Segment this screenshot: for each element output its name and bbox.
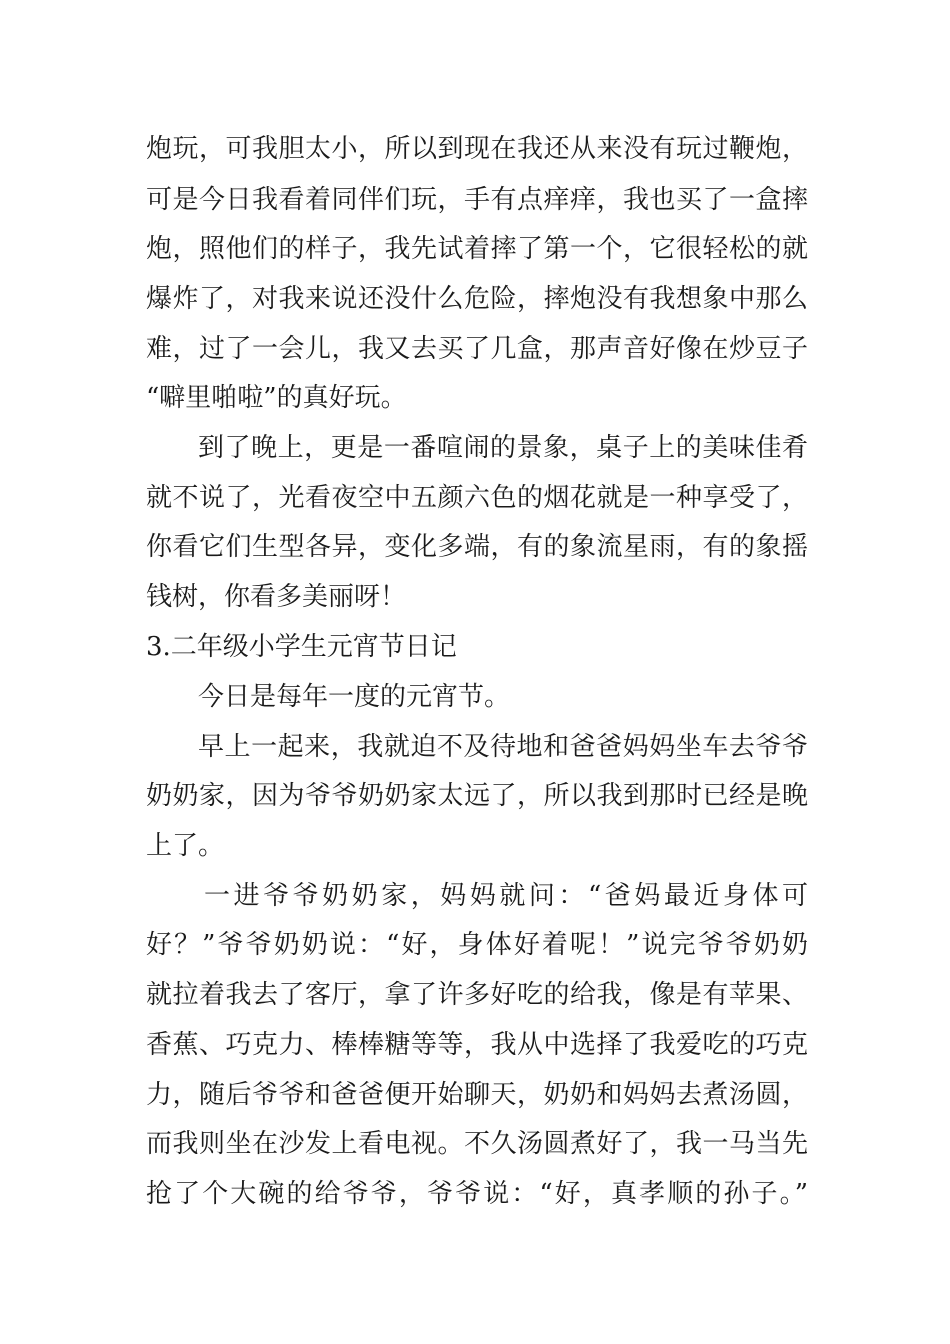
paragraph-line: 奶奶家，因为爷爷奶奶家太远了，所以我到那时已经是晚 <box>146 781 808 811</box>
paragraph-line: 好？”爷爷奶奶说：“好，身体好着呢！”说完爷爷奶奶 <box>146 930 808 960</box>
paragraph-line: 炮玩，可我胆太小，所以到现在我还从来没有玩过鞭炮， <box>146 134 808 164</box>
paragraph-line: 难，过了一会儿，我又去买了几盒，那声音好像在炒豆子 <box>146 334 808 364</box>
paragraph-line: 抢了个大碗的给爷爷，爷爷说：“好，真孝顺的孙子。” <box>146 1179 808 1209</box>
paragraph-line: 香蕉、巧克力、棒棒糖等等，我从中选择了我爱吃的巧克 <box>146 1030 808 1060</box>
paragraph-line: 一进爷爷奶奶家，妈妈就问：“爸妈最近身体可 <box>204 881 808 911</box>
paragraph-line: 爆炸了，对我来说还没什么危险，摔炮没有我想象中那么 <box>146 284 808 314</box>
paragraph-line: 今日是每年一度的元宵节。 <box>198 682 511 712</box>
paragraph-line: 你看它们生型各异，变化多端，有的象流星雨，有的象摇 <box>146 532 808 562</box>
paragraph-line: 钱树，你看多美丽呀！ <box>146 582 407 612</box>
paragraph-line: “噼里啪啦”的真好玩。 <box>146 383 407 413</box>
paragraph-line: 可是今日我看着同伴们玩，手有点痒痒，我也买了一盒摔 <box>146 185 808 215</box>
paragraph-line: 而我则坐在沙发上看电视。不久汤圆煮好了，我一马当先 <box>146 1129 808 1159</box>
paragraph-line: 到了晚上，更是一番喧闹的景象，桌子上的美味佳肴 <box>198 433 808 463</box>
section-heading: 3.二年级小学生元宵节日记 <box>146 632 457 662</box>
paragraph-line: 早上一起来，我就迫不及待地和爸爸妈妈坐车去爷爷 <box>198 732 808 762</box>
paragraph-line: 力，随后爷爷和爸爸便开始聊天，奶奶和妈妈去煮汤圆， <box>146 1080 808 1110</box>
paragraph-line: 上了。 <box>146 831 225 861</box>
paragraph-line: 炮，照他们的样子，我先试着摔了第一个，它很轻松的就 <box>146 234 808 264</box>
paragraph-line: 就拉着我去了客厅，拿了许多好吃的给我，像是有苹果、 <box>146 980 808 1010</box>
paragraph-line: 就不说了，光看夜空中五颜六色的烟花就是一种享受了， <box>146 483 808 513</box>
